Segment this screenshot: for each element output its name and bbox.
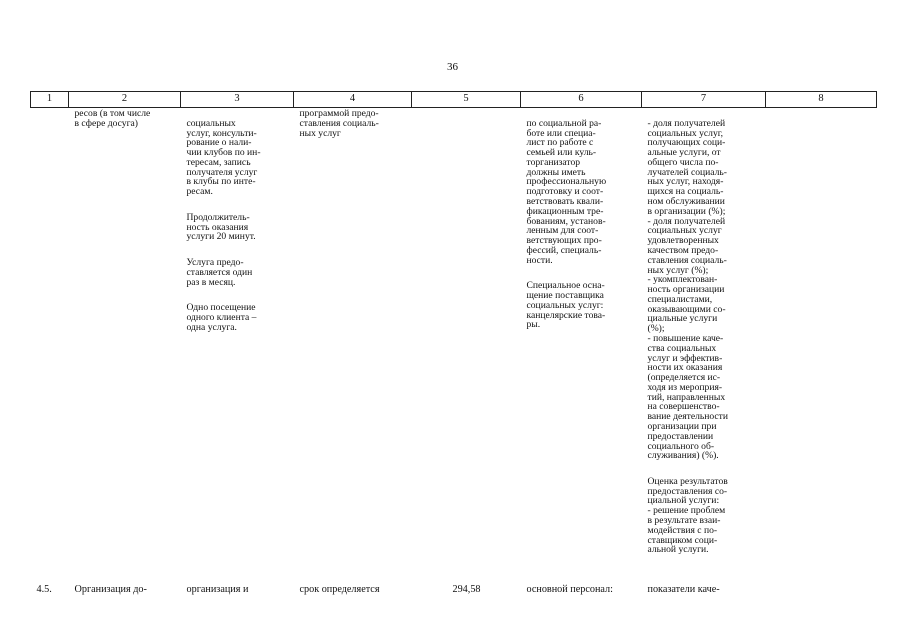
column-header-8: 8: [766, 92, 877, 108]
cell-tariff: [412, 108, 521, 582]
staff-requirements-text: по социальной ра- боте или специа- лист по работе с семьей или куль- торганизатор должны иметь профессиональную подготовку и соот- ветствовать квали- фикационным тре- бованиям, установ- ленным для соот- ветствующих про- фессий, специаль- ности.: [526, 117, 607, 266]
cell-service-description: [181, 108, 294, 582]
duration-text: Продолжитель- ность оказания услуги 20 минут.: [186, 211, 256, 243]
cell-number: [31, 108, 69, 582]
cell-number: 4.5.: [36, 584, 52, 595]
description-text: социальных услуг, консульти- рование о нали- чии клубов по ин- тересам, запись получателя услуг в клубы по инте- ресам.: [186, 117, 261, 198]
column-header-3: 3: [181, 92, 294, 108]
evaluation-text: Оценка результатов предоставления со- циальной услуги: - решение проблем в результате взаи- модействия с по- ставщиком соци- альной услуги.: [647, 475, 728, 556]
column-header-5: 5: [412, 92, 521, 108]
cell-conditions: основной персонал:: [526, 584, 613, 595]
column-header-4: 4: [294, 92, 412, 108]
table-header-row: [31, 92, 877, 108]
services-table: [30, 91, 877, 599]
cell-conditions: [521, 108, 642, 582]
indicators-text: - доля получателей социальных услуг, получающих соци- альные услуги, от общего числа по- лучателей социаль- ных услуг, находя- щихся на социаль- ном обслуживании в организации (%); - доля получателей социальных услуг удовлетворенных качеством предо- ставления социаль- ных услуг (%); - укомплектован- ность организации специалистами, оказывающими со- циальные услуги (%); - повышение каче- ства социальных услуг и эффектив- ности их оказания (определяется ис- ходя из мероприя- тий, направленных на совершенство- вание деятельности организации при предоставлении социального об- служивания) (%).: [647, 117, 729, 462]
cell-service-name: ресов (в том числе в сфере досуга): [74, 108, 151, 129]
cell-quality-indicators: показатели каче-: [647, 584, 720, 595]
column-header-6: 6: [521, 92, 642, 108]
cell-service-term: срок определяется: [299, 584, 380, 595]
unit-text: Одно посещение одного клиента – одна услуга.: [186, 302, 257, 333]
column-header-1: 1: [31, 92, 69, 108]
cell-quality-indicators: [642, 108, 766, 582]
cell-tariff: 294,58: [452, 584, 481, 595]
page-number: 36: [447, 61, 458, 73]
cell-service-name: Организация до-: [74, 584, 147, 595]
cell-service-description: организация и: [186, 584, 249, 595]
frequency-text: Услуга предо- ставляется один раз в месяц.: [186, 256, 253, 288]
cell-notes: [766, 108, 877, 582]
equipment-text: Специальное осна- щение поставщика социальных услуг: канцелярские това- ры.: [526, 280, 606, 331]
table-row: [31, 108, 877, 582]
cell-service-term: программой предо- ставления социаль- ных услуг: [299, 108, 379, 139]
column-header-2: 2: [69, 92, 181, 108]
cell-notes: [766, 581, 877, 599]
table-row: [31, 581, 877, 599]
column-header-7: 7: [642, 92, 766, 108]
